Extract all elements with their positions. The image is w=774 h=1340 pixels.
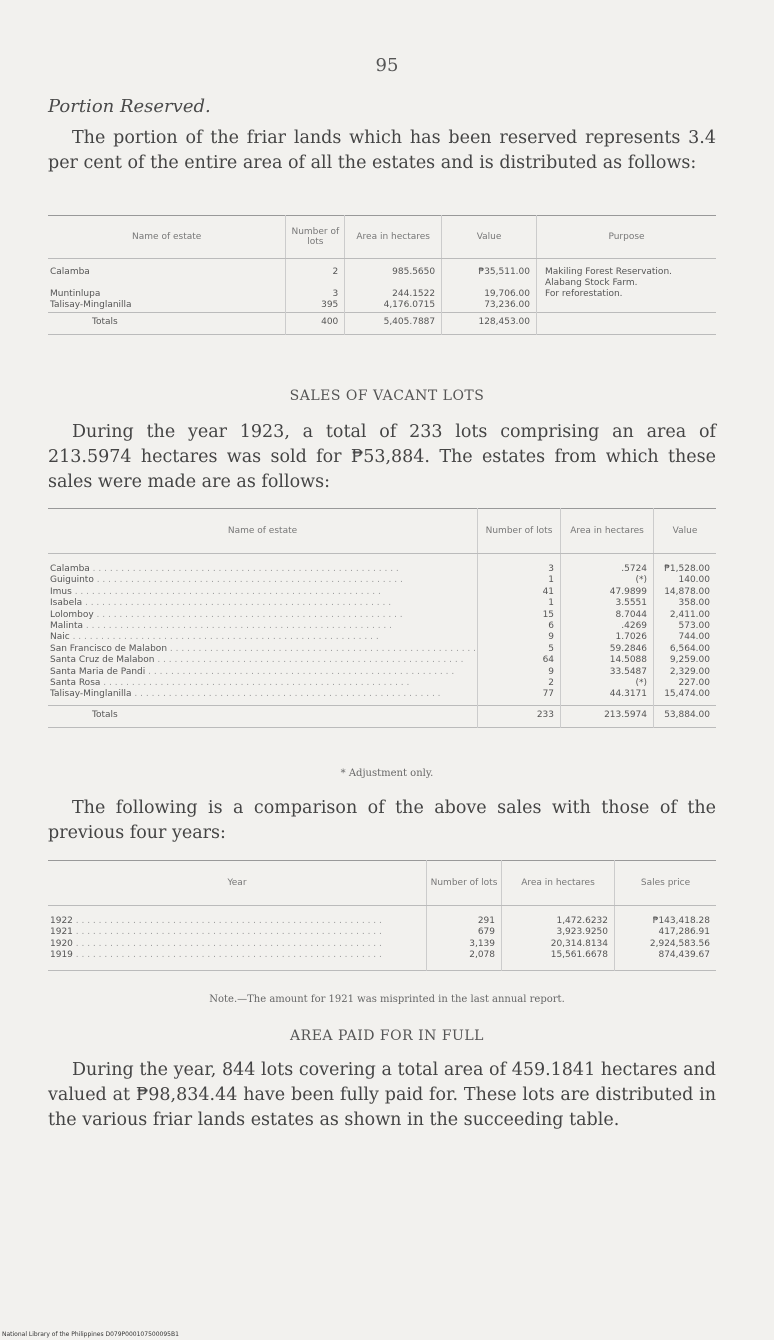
value-amount: 573.00 bbox=[678, 621, 710, 632]
lots-value: 41 bbox=[542, 586, 555, 597]
table-header-row bbox=[48, 861, 716, 906]
estate-name: San Francisco de Malabon . . . . . . . . . . . . . . . . . . . . . . . . . . . . . . . . . . . . . . . . . . . . . . . . . . . . . . bbox=[50, 643, 477, 654]
area-cell bbox=[345, 259, 442, 313]
table-row bbox=[48, 906, 716, 971]
lots-value: 3 bbox=[548, 564, 555, 574]
value-amount: ₱1,528.00 bbox=[664, 564, 710, 574]
value-amount: 2,411.00 bbox=[669, 609, 710, 620]
lots-value: 3,139 bbox=[469, 938, 495, 949]
area-value: 33.5487 bbox=[609, 666, 648, 677]
area-value: .4269 bbox=[621, 621, 648, 632]
reserved-lands-table bbox=[48, 215, 716, 335]
lots-value: 679 bbox=[477, 927, 495, 938]
estate-name: Calamba bbox=[50, 267, 90, 277]
value-amount: ₱35,511.00 bbox=[478, 267, 530, 277]
estate-name: Santa Cruz de Malabon . . . . . . . . . . . . . . . . . . . . . . . . . . . . . . . . . . . . . . . . . . . . . . . . . . . . . . bbox=[50, 655, 464, 666]
lots-value: 9 bbox=[548, 632, 555, 643]
column-header: Value bbox=[654, 509, 716, 554]
area-column bbox=[502, 906, 615, 971]
column-header: Name of estate bbox=[48, 509, 478, 554]
column-header: Number of lots bbox=[286, 216, 345, 259]
estate-name: Talisay-Minglanilla bbox=[50, 300, 132, 310]
price-value: 874,439.67 bbox=[658, 950, 710, 961]
lots-value: 3 bbox=[332, 289, 339, 299]
sales-footnote: * Adjustment only. bbox=[340, 768, 434, 779]
table-header-row bbox=[48, 509, 716, 554]
value-amount: 744.00 bbox=[678, 632, 710, 643]
lots-value: 395 bbox=[321, 300, 339, 310]
table-total-row bbox=[48, 705, 716, 727]
value-amount: 14,878.00 bbox=[664, 586, 710, 597]
lots-value: 1 bbox=[548, 598, 555, 609]
estate-name: Isabela . . . . . . . . . . . . . . . . . . . . . . . . . . . . . . . . . . . . . . . . . . . . . . . . . . . . . . bbox=[50, 598, 392, 609]
source-line: National Library of the Philippines D079P000107500095B1 bbox=[2, 1331, 179, 1338]
column-header: Area in hectares bbox=[561, 509, 654, 554]
area-value: 44.3171 bbox=[609, 689, 648, 700]
page-number: 95 bbox=[375, 55, 399, 76]
total-lots: 233 bbox=[478, 705, 561, 727]
purpose-text: Makiling Forest Reservation. bbox=[545, 267, 673, 277]
year-column bbox=[48, 906, 427, 971]
price-value: ₱143,418.28 bbox=[652, 916, 710, 926]
area-value: 20,314.8134 bbox=[550, 938, 608, 949]
paragraph-area-paid: During the year, 844 lots covering a total area of 459.1841 hectares and valued at ₱98,834.44 have been fully paid for. These lots are distributed in the various friar lands estates as shown in the succeeding table. bbox=[48, 1060, 716, 1130]
area-value: (*) bbox=[635, 678, 648, 689]
total-label: Totals bbox=[48, 705, 478, 727]
column-header: Year bbox=[48, 861, 427, 906]
lots-value: 1 bbox=[548, 575, 555, 586]
area-value: (*) bbox=[635, 575, 648, 586]
table-row bbox=[48, 554, 716, 706]
year-label: 1922 . . . . . . . . . . . . . . . . . . . . . . . . . . . . . . . . . . . . . . . . . . . . . . . . . . . . . . bbox=[50, 916, 382, 926]
estate-name: Guiguinto . . . . . . . . . . . . . . . . . . . . . . . . . . . . . . . . . . . . . . . . . . . . . . . . . . . . . . bbox=[50, 575, 403, 586]
estate-name: Naic . . . . . . . . . . . . . . . . . . . . . . . . . . . . . . . . . . . . . . . . . . . . . . . . . . . . . . bbox=[50, 632, 379, 643]
table-header-row bbox=[48, 216, 716, 259]
value-amount: 73,236.00 bbox=[484, 300, 530, 310]
lots-value: 2 bbox=[548, 678, 555, 689]
empty-cell bbox=[537, 313, 717, 335]
estate-name: Imus . . . . . . . . . . . . . . . . . . . . . . . . . . . . . . . . . . . . . . . . . . . . . . . . . . . . . . bbox=[50, 586, 381, 597]
comparison-table bbox=[48, 860, 716, 971]
area-value: 3,923.9250 bbox=[556, 927, 608, 938]
purpose-text: For reforestation. bbox=[545, 289, 623, 299]
section-heading-portion-reserved: Portion Reserved. bbox=[48, 96, 211, 117]
lots-value: 77 bbox=[542, 689, 555, 700]
area-value: 59.2846 bbox=[609, 643, 648, 654]
value-column bbox=[654, 554, 716, 706]
area-value: 15,561.6678 bbox=[550, 950, 608, 961]
lots-value: 15 bbox=[542, 609, 555, 620]
area-value: 47.9899 bbox=[609, 586, 648, 597]
lots-column bbox=[478, 554, 561, 706]
area-value: 8.7044 bbox=[615, 609, 648, 620]
paragraph-comparison: The following is a comparison of the above sales with those of the previous four years: bbox=[48, 798, 716, 843]
sales-table-body bbox=[48, 554, 716, 728]
total-lots: 400 bbox=[286, 313, 345, 335]
value-amount: 15,474.00 bbox=[664, 689, 710, 700]
column-header: Area in hectares bbox=[345, 216, 442, 259]
year-label: 1921 . . . . . . . . . . . . . . . . . . . . . . . . . . . . . . . . . . . . . . . . . . . . . . . . . . . . . . bbox=[50, 927, 382, 938]
estate-names bbox=[48, 554, 478, 706]
area-value: 1,472.6232 bbox=[556, 916, 608, 926]
area-value: 1.7026 bbox=[615, 632, 648, 643]
total-value: 53,884.00 bbox=[654, 705, 716, 727]
lots-value: 5 bbox=[548, 643, 555, 654]
lots-value: 64 bbox=[542, 655, 555, 666]
area-value: .5724 bbox=[621, 564, 648, 574]
area-value: 244.1522 bbox=[392, 289, 436, 299]
value-amount: 19,706.00 bbox=[484, 289, 530, 299]
lots-column bbox=[427, 906, 502, 971]
lots-cell bbox=[286, 259, 345, 313]
section-heading-sales: SALES OF VACANT LOTS bbox=[289, 388, 485, 404]
table-row bbox=[48, 259, 716, 313]
column-header: Purpose bbox=[537, 216, 717, 259]
lots-value: 9 bbox=[548, 666, 555, 677]
paragraph-sales: During the year 1923, a total of 233 lots comprising an area of 213.5974 hectares was sold for ₱53,884. The estates from which these sales were made are as follows: bbox=[48, 422, 716, 492]
estate-name: Muntinlupa bbox=[50, 289, 101, 299]
total-label: Totals bbox=[48, 313, 286, 335]
column-header: Number of lots bbox=[478, 509, 561, 554]
purpose-cell bbox=[537, 259, 717, 313]
lots-value: 2,078 bbox=[469, 950, 495, 961]
total-value: 128,453.00 bbox=[442, 313, 537, 335]
total-area: 213.5974 bbox=[561, 705, 654, 727]
column-header: Number of lots bbox=[427, 861, 502, 906]
column-header: Value bbox=[442, 216, 537, 259]
table-total-row bbox=[48, 313, 716, 335]
value-amount: 140.00 bbox=[678, 575, 710, 586]
value-amount: 6,564.00 bbox=[669, 643, 710, 654]
comparison-note: Note.—The amount for 1921 was misprinted in the last annual report. bbox=[209, 994, 565, 1005]
area-value: 3.5551 bbox=[615, 598, 648, 609]
estate-name: Santa Rosa . . . . . . . . . . . . . . . . . . . . . . . . . . . . . . . . . . . . . . . . . . . . . . . . . . . . . . bbox=[50, 678, 410, 689]
value-amount: 9,259.00 bbox=[669, 655, 710, 666]
value-amount: 2,329.00 bbox=[669, 666, 710, 677]
price-value: 2,924,583.56 bbox=[649, 938, 710, 949]
paragraph-portion-reserved: The portion of the friar lands which has been reserved represents 3.4 per cent of the entire area of all the estates and is distributed as follows: bbox=[48, 128, 716, 173]
estate-name: Talisay-Minglanilla . . . . . . . . . . . . . . . . . . . . . . . . . . . . . . . . . . . . . . . . . . . . . . . . . . . . . . bbox=[50, 689, 441, 700]
estate-name-cell bbox=[48, 259, 286, 313]
price-column bbox=[615, 906, 717, 971]
lots-value: 6 bbox=[548, 621, 555, 632]
value-amount: 358.00 bbox=[678, 598, 710, 609]
lots-value: 2 bbox=[332, 267, 339, 277]
area-value: 4,176.0715 bbox=[383, 300, 436, 310]
estate-name: Calamba . . . . . . . . . . . . . . . . . . . . . . . . . . . . . . . . . . . . . . . . . . . . . . . . . . . . . . bbox=[50, 564, 399, 574]
column-header: Name of estate bbox=[48, 216, 286, 259]
estate-name: Malinta . . . . . . . . . . . . . . . . . . . . . . . . . . . . . . . . . . . . . . . . . . . . . . . . . . . . . . bbox=[50, 621, 393, 632]
estate-name: Santa Maria de Pandi . . . . . . . . . . . . . . . . . . . . . . . . . . . . . . . . . . . . . . . . . . . . . . . . . . . . . . bbox=[50, 666, 455, 677]
section-heading-area-paid: AREA PAID FOR IN FULL bbox=[290, 1028, 484, 1044]
year-label: 1920 . . . . . . . . . . . . . . . . . . . . . . . . . . . . . . . . . . . . . . . . . . . . . . . . . . . . . . bbox=[50, 938, 382, 949]
year-label: 1919 . . . . . . . . . . . . . . . . . . . . . . . . . . . . . . . . . . . . . . . . . . . . . . . . . . . . . . bbox=[50, 950, 382, 961]
price-value: 417,286.91 bbox=[658, 927, 710, 938]
value-amount: 227.00 bbox=[678, 678, 710, 689]
area-column bbox=[561, 554, 654, 706]
estate-name: Lolomboy . . . . . . . . . . . . . . . . . . . . . . . . . . . . . . . . . . . . . . . . . . . . . . . . . . . . . . bbox=[50, 609, 403, 620]
value-cell bbox=[442, 259, 537, 313]
column-header: Area in hectares bbox=[502, 861, 615, 906]
area-value: 985.5650 bbox=[392, 267, 436, 277]
lots-value: 291 bbox=[477, 916, 495, 926]
sales-table bbox=[48, 508, 716, 728]
purpose-text: Alabang Stock Farm. bbox=[545, 278, 638, 288]
column-header: Sales price bbox=[615, 861, 717, 906]
area-value: 14.5088 bbox=[609, 655, 648, 666]
total-area: 5,405.7887 bbox=[345, 313, 442, 335]
